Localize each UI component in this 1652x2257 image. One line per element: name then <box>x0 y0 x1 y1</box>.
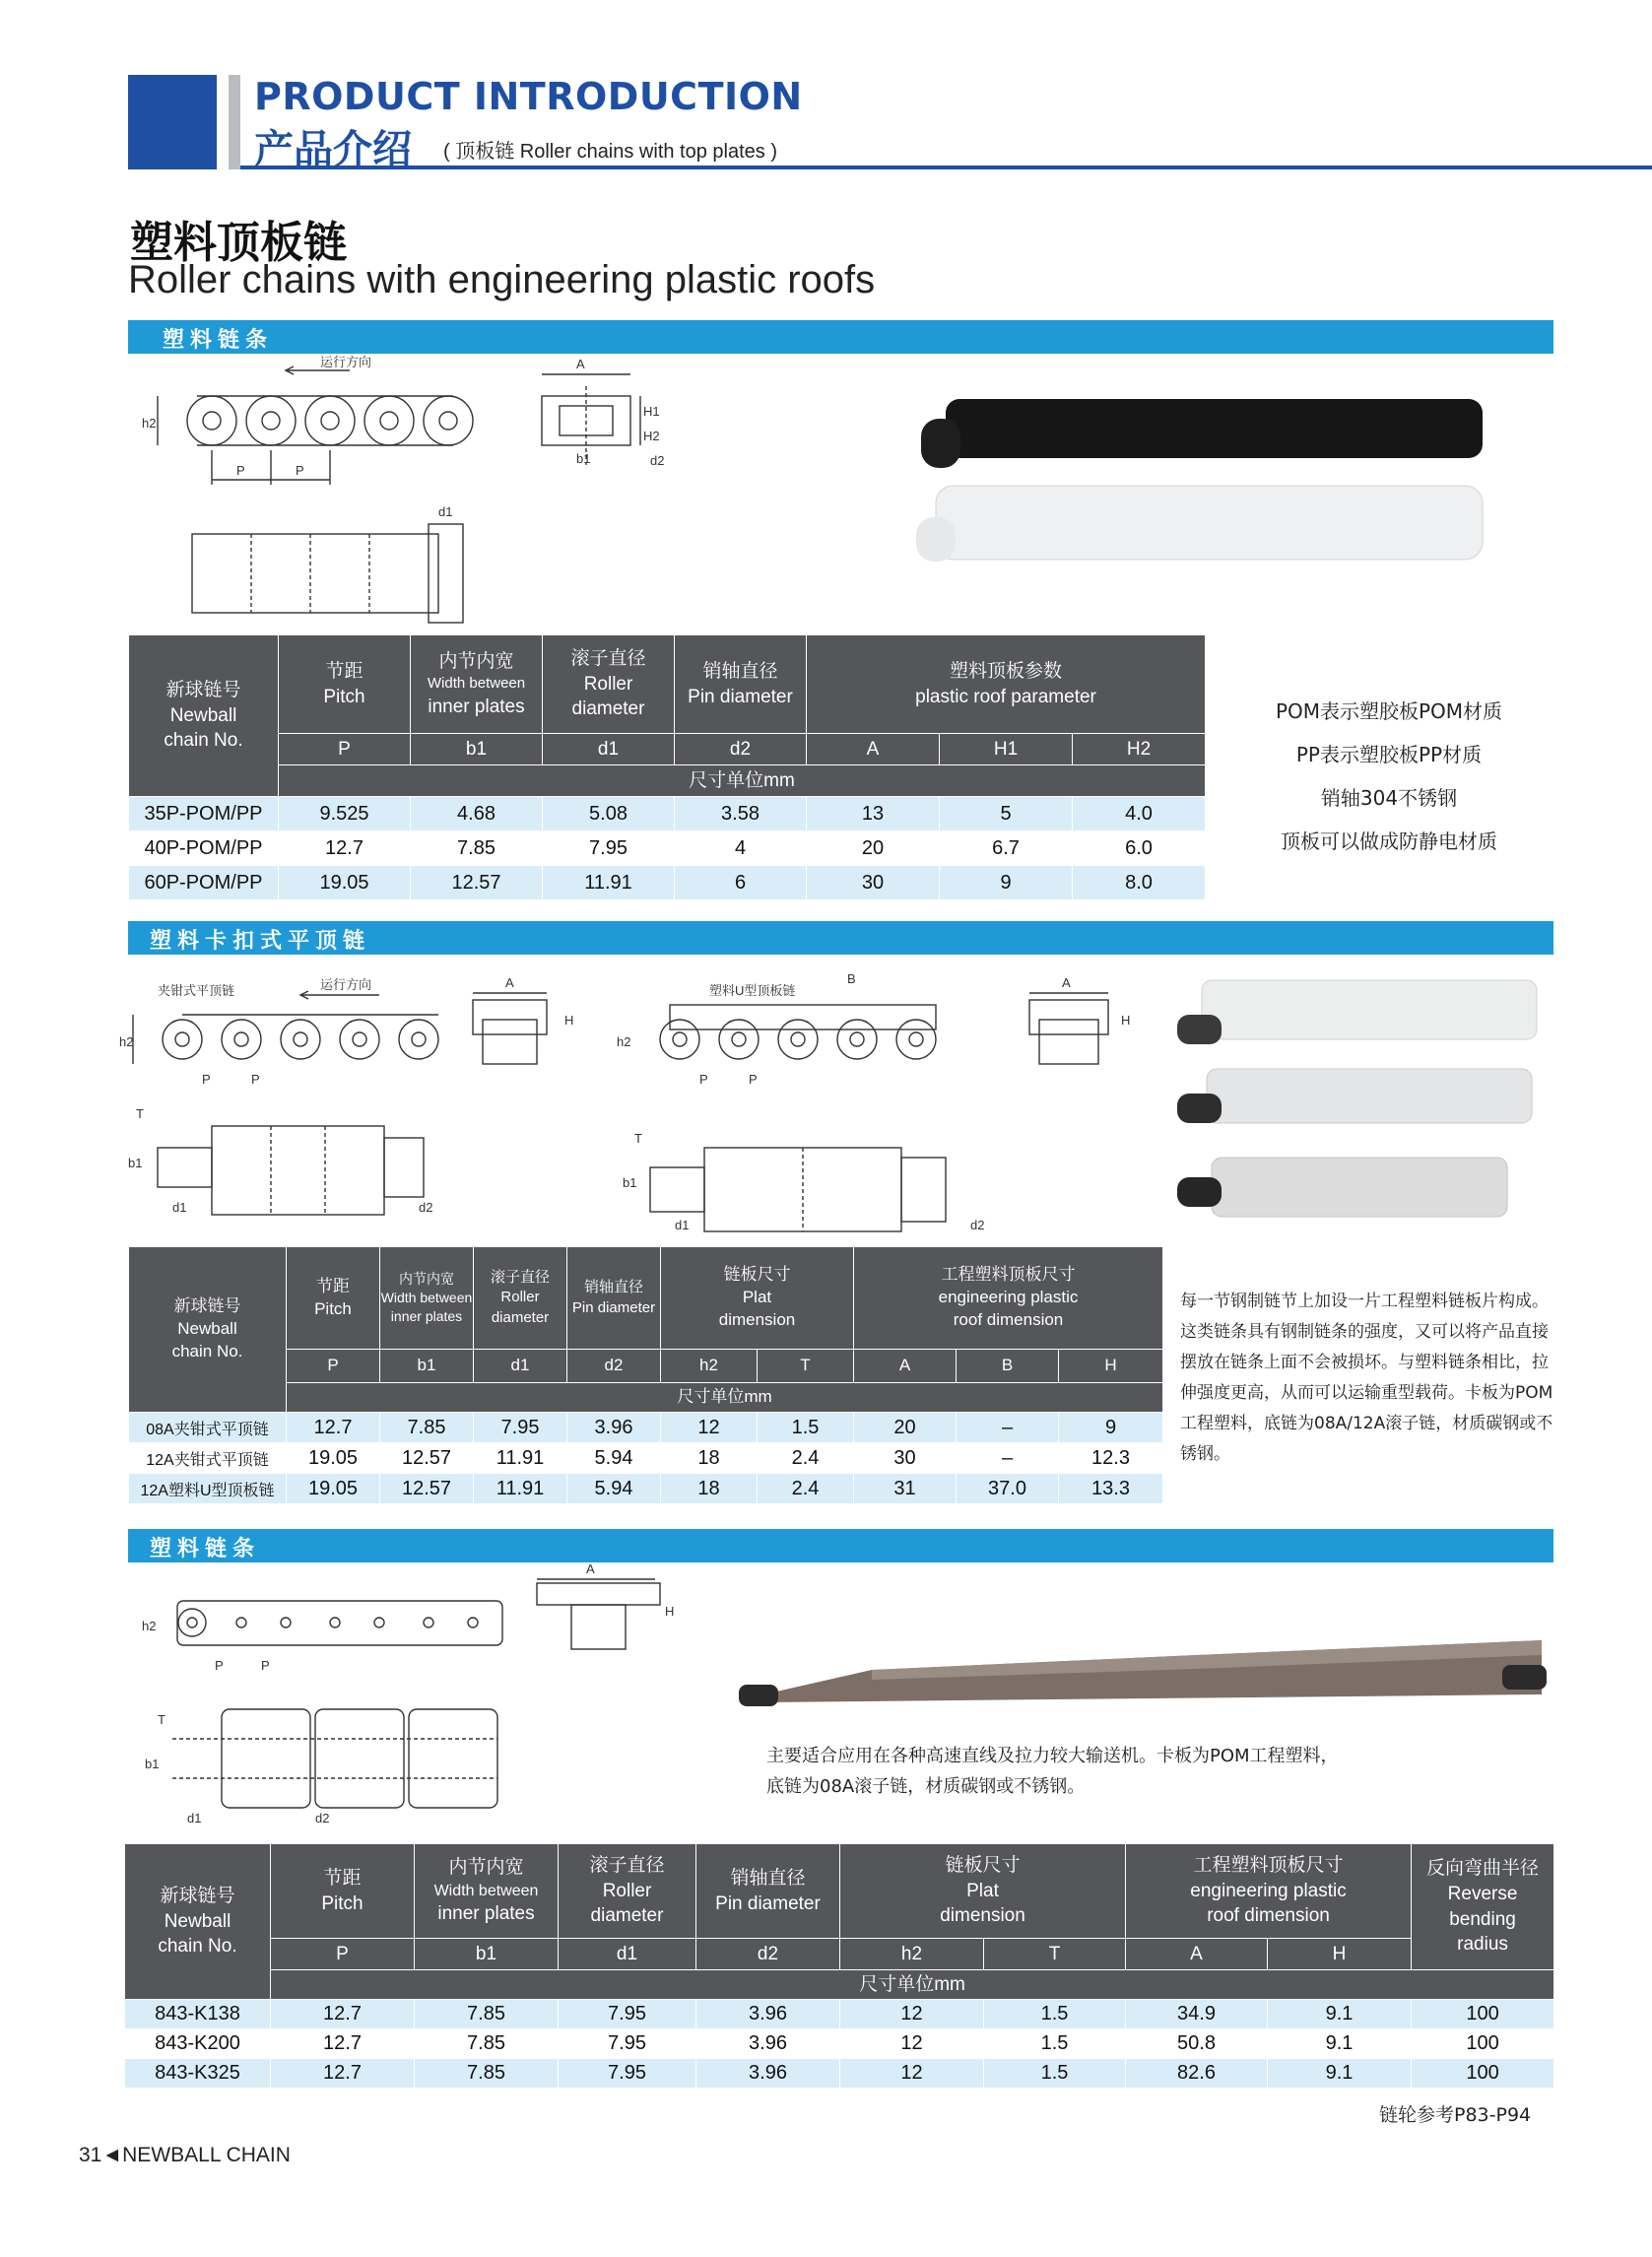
photo-plastic-chains <box>911 379 1497 586</box>
clamp-chain-label: 夹钳式平顶链 <box>158 983 235 998</box>
page-title-cn: 塑料顶板链 <box>130 218 347 268</box>
drawing-end-view-2b <box>1024 975 1143 1074</box>
drawing-side-view-2b <box>617 971 946 1094</box>
sub-d1: d1 <box>474 1350 567 1383</box>
sub-d1: d1 <box>559 1939 696 1970</box>
col-pitch: 节距 Pitch <box>279 635 411 734</box>
drawing-side-view-2a <box>119 975 458 1094</box>
d2-label: d2 <box>419 1200 433 1215</box>
col-roof-params: 塑料顶板参数 plastic roof parameter <box>807 635 1206 734</box>
t-label: T <box>158 1712 165 1727</box>
col-chain-no: 新球链号 Newball chain No. <box>129 1247 287 1413</box>
section-bar-snap-chain <box>128 921 1553 955</box>
col-roof: 工程塑料顶板尺寸 engineering plastic roof dimension <box>854 1247 1163 1350</box>
header-subtitle: ( 顶板链 Roller chains with top plates ) <box>443 141 778 163</box>
t-label: T <box>136 1106 144 1121</box>
header-rule <box>240 166 1652 169</box>
drawing-side-view-1 <box>138 357 502 504</box>
spec-table-flat-top-chain <box>124 1843 1554 2089</box>
col-chain-no: 新球链号 Newball chain No. <box>129 635 279 797</box>
drawing-top-view-2a <box>128 1108 453 1227</box>
sub-p: P <box>279 734 411 765</box>
col-pin: 销轴直径 Pin diameter <box>696 1844 840 1939</box>
sub-d1: d1 <box>543 734 675 765</box>
sub-h: H <box>1268 1939 1412 1970</box>
col-roller: 滚子直径 Roller diameter <box>543 635 675 734</box>
col-width: 内节内宽 Width between inner plates <box>415 1844 559 1939</box>
sub-a: A <box>1126 1939 1268 1970</box>
table-row: 843-K200 12.7 7.85 7.95 3.96 12 1.5 50.8 9.1 100 <box>125 2029 1554 2059</box>
section-label: 塑料卡扣式平顶链 <box>150 929 371 954</box>
drawing-end-view-3 <box>532 1561 680 1660</box>
b1-label: b1 <box>576 451 591 466</box>
header-white-stripe <box>217 75 229 169</box>
table-row: 40P-POM/PP 12.7 7.85 7.95 4 20 6.7 6.0 <box>129 831 1206 866</box>
h2-label: h2 <box>119 1034 134 1049</box>
sub-b1: b1 <box>411 734 543 765</box>
b1-label: b1 <box>145 1757 160 1771</box>
h-label: H <box>665 1604 675 1619</box>
page-footer: 31◄NEWBALL CHAIN <box>79 2144 291 2166</box>
sub-b1: b1 <box>380 1350 474 1383</box>
table-row: 843-K325 12.7 7.85 7.95 3.96 12 1.5 82.6 9.1 100 <box>125 2059 1554 2089</box>
sub-d2: d2 <box>567 1350 661 1383</box>
drawing-top-view-2b <box>621 1123 995 1241</box>
unit-row: 尺寸单位mm <box>271 1970 1554 2000</box>
section-label: 塑料链条 <box>150 1537 261 1561</box>
col-pitch: 节距 Pitch <box>287 1247 380 1350</box>
col-roller: 滚子直径 Roller diameter <box>474 1247 567 1350</box>
notes-section3: 主要适合应用在各种高速直线及拉力较大输送机。卡板为POM工程塑料， 底链为08A滚子链，材质碳钢或不锈钢。 <box>766 1746 1339 1797</box>
col-plat: 链板尺寸 Plat dimension <box>840 1844 1126 1939</box>
table-row: 12A夹钳式平顶链 19.05 12.57 11.91 5.94 18 2.4 30 – 12.3 <box>129 1443 1163 1474</box>
h1-label: H1 <box>643 404 660 419</box>
sub-p: P <box>271 1939 415 1970</box>
d1-label: d1 <box>187 1811 202 1826</box>
white-chain <box>916 486 1483 562</box>
p-label: P <box>261 1658 270 1673</box>
col-radius: 反向弯曲半径 Reverse bending radius <box>1412 1844 1554 1970</box>
a-label: A <box>505 975 514 990</box>
b1-label: b1 <box>623 1175 637 1190</box>
table-row: 35P-POM/PP 9.525 4.68 5.08 3.58 13 5 4.0 <box>129 797 1206 831</box>
h2-label: h2 <box>617 1034 631 1049</box>
a-label: A <box>576 357 585 371</box>
h2b-label: H2 <box>643 429 660 443</box>
photo-flat-top-chain <box>734 1626 1552 1714</box>
col-width: 内节内宽 Width between inner plates <box>411 635 543 734</box>
spec-table-plastic-chain <box>128 634 1206 900</box>
sub-p: P <box>287 1350 380 1383</box>
h2-label: h2 <box>142 416 157 431</box>
d2-label: d2 <box>650 453 665 468</box>
sub-d2: d2 <box>696 1939 840 1970</box>
table-row: 60P-POM/PP 19.05 12.57 11.91 6 30 9 8.0 <box>129 866 1206 900</box>
header-blue-block <box>128 75 217 169</box>
sub-t: T <box>758 1350 854 1383</box>
col-pin: 销轴直径 Pin diameter <box>675 635 807 734</box>
p-label: P <box>749 1072 758 1087</box>
col-pin: 销轴直径 Pin diameter <box>567 1247 661 1350</box>
sub-a: A <box>807 734 940 765</box>
p-label-2: P <box>296 463 304 478</box>
table-row: 843-K138 12.7 7.85 7.95 3.96 12 1.5 34.9 9.1 100 <box>125 2000 1554 2029</box>
header-gray-stripe <box>229 75 240 169</box>
d1-label: d1 <box>675 1218 690 1232</box>
p-label: P <box>202 1072 211 1087</box>
direction-label: 运行方向 <box>320 977 372 992</box>
notes-section2: 每一节钢制链节上加设一片工程塑料链板片构成。这类链条具有钢制链条的强度，又可以将产品直接摆放在链条上面不会被损坏。与塑料链条相比，拉伸强度更高，从而可以运输重型载荷。卡板为POM工程塑料，底链为08A/12A滚子链，材质碳钢或不锈钢。 <box>1180 1292 1553 1464</box>
direction-label: 运行方向 <box>320 355 372 369</box>
col-chain-no: 新球链号 Newball chain No. <box>125 1844 271 2000</box>
table-row: 12A塑料U型顶板链 19.05 12.57 11.91 5.94 18 2.4 31 37.0 13.3 <box>129 1474 1163 1504</box>
sub-h2: h2 <box>840 1939 984 1970</box>
col-pitch: 节距 Pitch <box>271 1844 415 1939</box>
sub-h2: h2 <box>661 1350 758 1383</box>
p-label: P <box>215 1658 224 1673</box>
sub-h1: H1 <box>940 734 1073 765</box>
d2-label: d2 <box>970 1218 985 1232</box>
notes-section1: POM表示塑胶板POM材质 PP表示塑胶板PP材质 销轴304不锈钢 顶板可以做成防静电材质 <box>1275 699 1503 853</box>
section-bar-plastic-chain <box>128 320 1553 354</box>
black-chain <box>921 399 1483 468</box>
sub-h2: H2 <box>1073 734 1206 765</box>
section-bar-plastic-chain-2 <box>128 1529 1553 1562</box>
h2-label: h2 <box>142 1619 157 1633</box>
sprocket-reference: 链轮参考P83-P94 <box>1379 2104 1532 2126</box>
col-width: 内节内宽 Width between inner plates <box>380 1247 474 1350</box>
u-chain-label: 塑料U型顶板链 <box>709 983 796 998</box>
t-label: T <box>634 1131 642 1146</box>
sub-a: A <box>854 1350 957 1383</box>
drawing-side-view-3 <box>138 1591 512 1680</box>
b1-label: b1 <box>128 1156 143 1170</box>
unit-row: 尺寸单位mm <box>287 1383 1163 1413</box>
drawing-top-view-1 <box>182 504 478 632</box>
drawing-end-view-2a <box>468 975 586 1074</box>
a-label: A <box>1062 975 1071 990</box>
col-plat: 链板尺寸 Plat dimension <box>661 1247 854 1350</box>
d1-label: d1 <box>438 504 453 519</box>
d1-label: d1 <box>172 1200 187 1215</box>
col-roof: 工程塑料顶板尺寸 engineering plastic roof dimension <box>1126 1844 1412 1939</box>
sub-b: B <box>957 1350 1059 1383</box>
table-row: 08A夹钳式平顶链 12.7 7.85 7.95 3.96 12 1.5 20 – 9 <box>129 1413 1163 1443</box>
h-label: H <box>564 1013 574 1028</box>
page-title-en: Roller chains with engineering plastic roofs <box>128 258 876 301</box>
sub-h: H <box>1059 1350 1163 1383</box>
a-label: A <box>586 1561 595 1576</box>
d2-label: d2 <box>315 1811 330 1826</box>
p-label-1: P <box>236 463 245 478</box>
header-title-cn: 产品介绍 <box>254 127 412 172</box>
header-title-en: PRODUCT INTRODUCTION <box>254 75 803 118</box>
sub-t: T <box>984 1939 1126 1970</box>
drawing-top-view-3 <box>143 1699 507 1827</box>
drawing-end-view-1 <box>532 357 680 485</box>
unit-row: 尺寸单位mm <box>279 765 1206 797</box>
sub-b1: b1 <box>415 1939 559 1970</box>
p-label: P <box>699 1072 708 1087</box>
p-label: P <box>251 1072 260 1087</box>
section-label: 塑料链条 <box>163 328 274 353</box>
h-label: H <box>1121 1013 1131 1028</box>
photo-snap-chains <box>1172 975 1556 1241</box>
b-label: B <box>847 971 856 986</box>
col-roller: 滚子直径 Roller diameter <box>559 1844 696 1939</box>
spec-table-snap-chain <box>128 1246 1163 1504</box>
sub-d2: d2 <box>675 734 807 765</box>
